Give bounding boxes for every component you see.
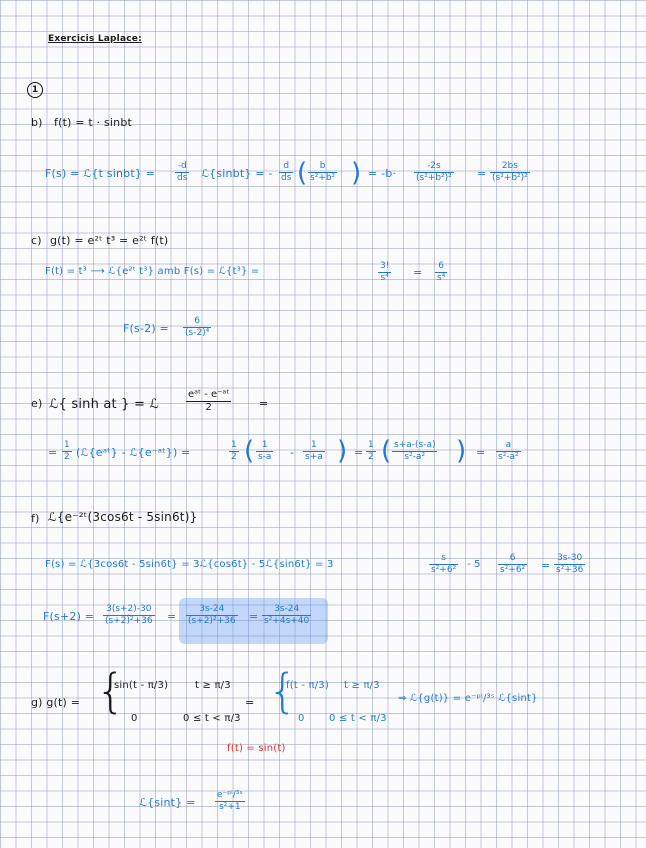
g-row2-shift-cond: 0 ≤ t < π/3 [329,713,387,724]
g-brace-right: { [268,664,298,718]
g-note: f(t) = sin(t) [227,743,286,754]
b-deriv-1: -d ds [177,161,188,183]
g-final-frac: e⁻ᵖⁱ/³ˢ s²+1 [217,790,243,812]
b-deriv-2: d ds [281,161,292,183]
b-line1-start: F(s) = ℒ{t sinbt} = [45,167,156,180]
e-half-3: 1 2 [368,440,374,462]
label-b: b) [31,116,43,129]
g-row1-shift-cond: t ≥ π/3 [344,680,380,691]
f-frac-b: 6 s²+6² [500,553,526,575]
b-mid: ℒ{sinbt} = - [201,167,273,180]
e-mid: (ℒ{eᵃᵗ} - ℒ{e⁻ᵃᵗ}) = [76,446,191,459]
f-frac-e: 3s-24 (s+2)²+36 [188,604,236,626]
c-eq: = [413,266,423,279]
b-paren-open: ( [297,158,308,188]
g-row2-shift: 0 [298,713,305,724]
g-brace-left: { [96,664,126,718]
b-frac-4: 2bs (s²+b²)² [492,161,528,183]
g-final-left: ℒ{sint} = [139,796,196,809]
e-minus: - [290,446,295,459]
c-frac-3: 6 (s-2)⁴ [185,316,210,338]
g-label: g) g(t) = [31,696,81,709]
b-eq3: = [477,167,487,180]
e-partial-1: 1 s-a [258,440,272,462]
f-eq2: = [167,610,177,623]
b-definition: f(t) = t · sinbt [54,116,133,129]
e-eq4: = [476,446,486,459]
c-line2: F(s-2) = [123,322,169,335]
g-result: ⇒ ℒ{g(t)} = e⁻ᵖⁱ/³ˢ ℒ{sint} [398,693,538,704]
b-frac-3: -2s (s²+b²)² [416,161,452,183]
g-row1-cond: t ≥ π/3 [195,680,231,691]
f-frac-g: 3s-24 s²+4s+40 [264,604,310,626]
b-frac-b: b s²+b² [310,161,336,183]
exercise-number-badge: 1 [27,82,43,98]
f-m1: - 5 [467,559,481,570]
b-eq2: = -b· [368,167,397,180]
g-row2-cond: 0 ≤ t < π/3 [183,713,241,724]
label-c: c) [31,234,42,247]
f-frac-a: s s²+6² [431,553,457,575]
f-eq: = [541,559,551,572]
e-paren-open-2: ( [381,436,392,466]
e-eq-end: = [259,397,269,410]
label-e: e) [31,397,43,410]
c-definition: g(t) = e²ᵗ t³ = e²ᵗ f(t) [50,234,169,247]
page-title: Exercicis Laplace: [48,34,142,44]
b-paren-close: ) [351,158,362,188]
e-half-1: 1 2 [64,440,70,462]
f-line2: F(s) = ℒ{3cos6t - 5sin6t} = 3ℒ{cos6t} - 5ℒ{sin6t} = 3 [45,559,334,570]
e-definition: ℒ{ sinh at } = ℒ [49,397,159,412]
e-half-2: 1 2 [231,440,237,462]
f-line3: F(s+2) = [43,610,95,623]
f-frac-c: 3s-30 s²+36 [556,553,584,575]
c-frac-1: 3! s⁴ [380,261,390,283]
g-row2-expr: 0 [131,713,138,724]
e-paren-close: ) [337,436,348,466]
g-row1-shift: f(t - π/3) [286,680,329,691]
f-definition: ℒ{e⁻²ᵗ(3cos6t - 5sin6t)} [48,510,198,524]
e-frac-r: a s²-a² [498,440,519,462]
g-row1-expr: sin(t - π/3) [114,680,169,691]
e-line2-eq: = [48,446,58,459]
e-frac-1: eᵃᵗ - e⁻ᵃᵗ 2 [188,389,230,413]
e-paren-open: ( [244,436,255,466]
e-eq3: = [354,446,364,459]
e-frac-q: s+a-(s-a) s²-a² [394,440,436,462]
f-eq3: = [249,610,259,623]
f-frac-d: 3(s+2)-30 (s+2)²+36 [105,604,153,626]
label-f: f) [31,512,40,525]
c-line1: F(t) = t³ ⟶ ℒ{e²ᵗ t³} amb F(s) = ℒ{t³} = [45,266,260,277]
c-frac-2: 6 s⁴ [437,261,446,283]
g-eq: = [245,696,255,709]
e-paren-close-2: ) [456,436,467,466]
e-partial-2: 1 s+a [305,440,323,462]
